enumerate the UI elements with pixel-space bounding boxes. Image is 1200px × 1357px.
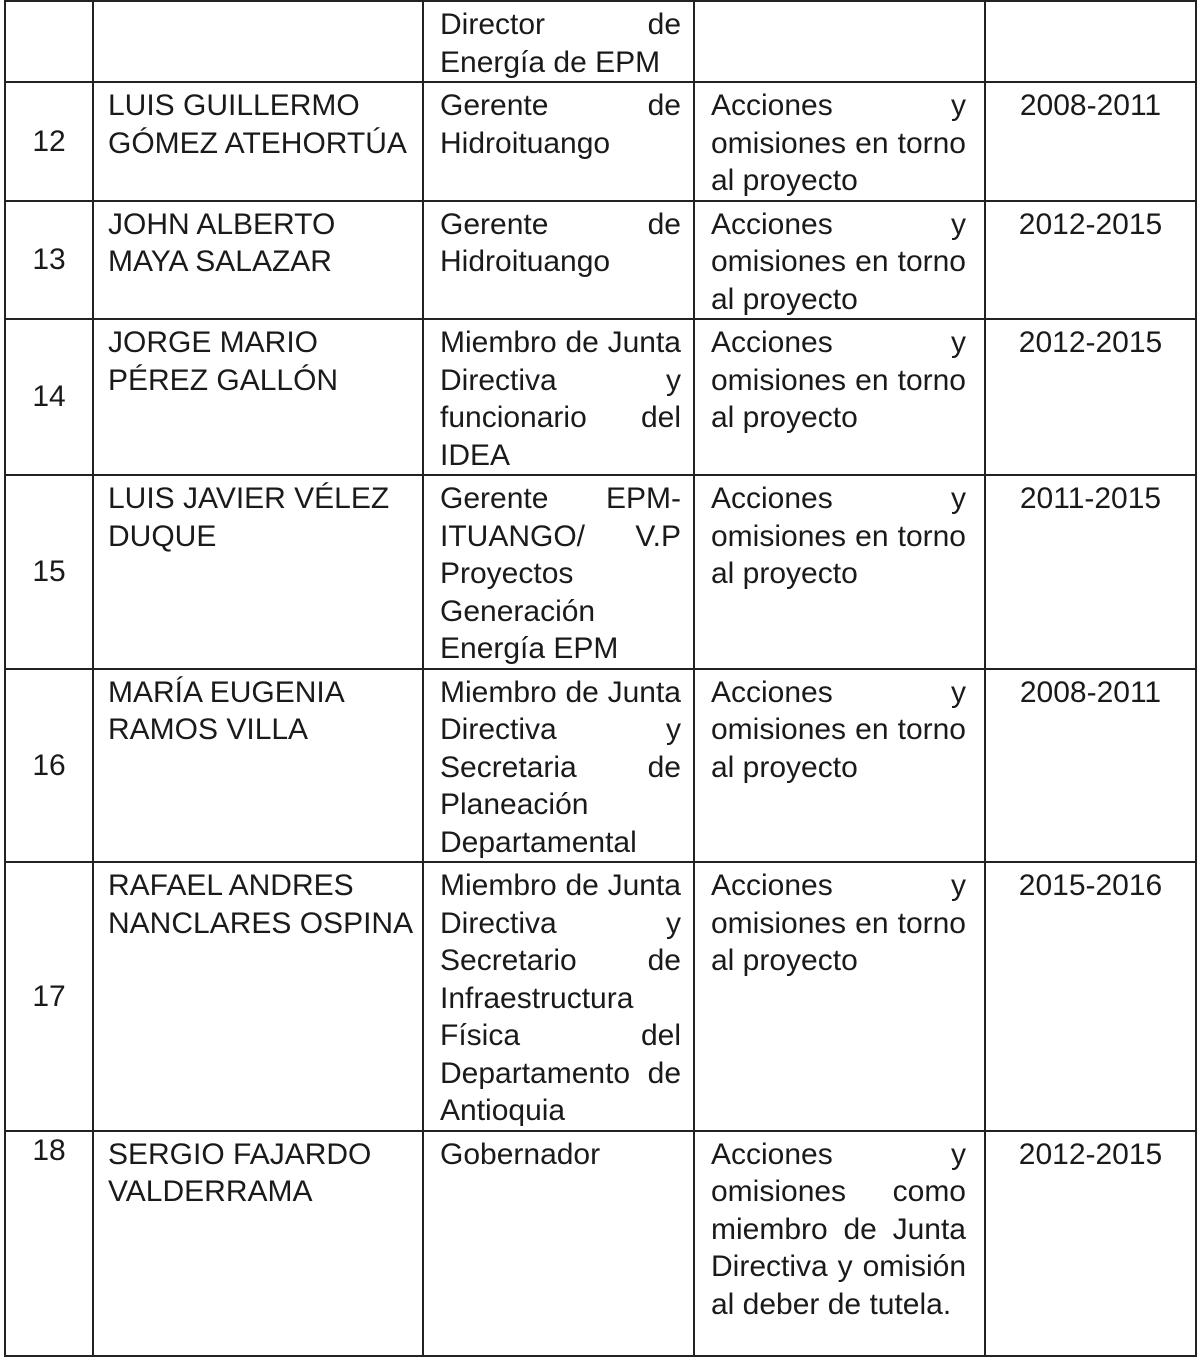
period-cell: 2008-2011 (985, 669, 1196, 863)
row-number-cell: 16 (5, 669, 93, 863)
description-cell: Acciones y omisiones en torno al proyecto (694, 862, 985, 1131)
role-cell: Miembro de Junta Directiva y Secretaria de Planeación Departamental (423, 669, 694, 863)
description-cell: Acciones y omisiones como miembro de Junta Directiva y omisión al deber de tutela. (694, 1131, 985, 1356)
role-cell: Gerente de Hidroituango (423, 82, 694, 201)
role-cell: Gobernador (423, 1131, 694, 1356)
row-number-cell: 18 (5, 1131, 93, 1356)
description-cell: Acciones y omisiones en torno al proyecto (694, 475, 985, 669)
name-cell: LUIS GUILLERMO GÓMEZ ATEHORTÚA (93, 82, 423, 201)
table-row (5, 319, 1196, 475)
period-cell: 2012-2015 (985, 1131, 1196, 1356)
table-row (5, 1, 1196, 82)
table-row (5, 862, 1196, 1131)
table-row (5, 475, 1196, 669)
period-cell: 2012-2015 (985, 201, 1196, 320)
period-cell: 2011-2015 (985, 475, 1196, 669)
row-number-cell (5, 1, 93, 82)
name-cell: RAFAEL ANDRES NANCLARES OSPINA (93, 862, 423, 1131)
role-cell: Miembro de Junta Directiva y funcionario del IDEA (423, 319, 694, 475)
row-number-cell: 17 (5, 862, 93, 1131)
table-row (5, 82, 1196, 201)
officials-table (4, 0, 1197, 1357)
role-cell: Gerente EPM-ITUANGO/ V.P Proyectos Generación Energía EPM (423, 475, 694, 669)
role-cell: Gerente de Hidroituango (423, 201, 694, 320)
name-cell: JOHN ALBERTO MAYA SALAZAR (93, 201, 423, 320)
period-cell: 2012-2015 (985, 319, 1196, 475)
description-cell (694, 1, 985, 82)
description-cell: Acciones y omisiones en torno al proyecto (694, 669, 985, 863)
role-cell: Director de Energía de EPM (423, 1, 694, 82)
table-row (5, 1131, 1196, 1356)
row-number-cell: 14 (5, 319, 93, 475)
name-cell: JORGE MARIO PÉREZ GALLÓN (93, 319, 423, 475)
name-cell (93, 1, 423, 82)
period-cell: 2015-2016 (985, 862, 1196, 1131)
row-number-cell: 12 (5, 82, 93, 201)
description-cell: Acciones y omisiones en torno al proyecto (694, 82, 985, 201)
name-cell: MARÍA EUGENIA RAMOS VILLA (93, 669, 423, 863)
name-cell: LUIS JAVIER VÉLEZ DUQUE (93, 475, 423, 669)
period-cell: 2008-2011 (985, 82, 1196, 201)
period-cell (985, 1, 1196, 82)
row-number-cell: 15 (5, 475, 93, 669)
description-cell: Acciones y omisiones en torno al proyecto (694, 319, 985, 475)
description-cell: Acciones y omisiones en torno al proyecto (694, 201, 985, 320)
role-cell: Miembro de Junta Directiva y Secretario de Infraestructura Física del Departamento de Antioquia (423, 862, 694, 1131)
name-cell: SERGIO FAJARDO VALDERRAMA (93, 1131, 423, 1356)
table-row (5, 669, 1196, 863)
table-row (5, 201, 1196, 320)
row-number-cell: 13 (5, 201, 93, 320)
